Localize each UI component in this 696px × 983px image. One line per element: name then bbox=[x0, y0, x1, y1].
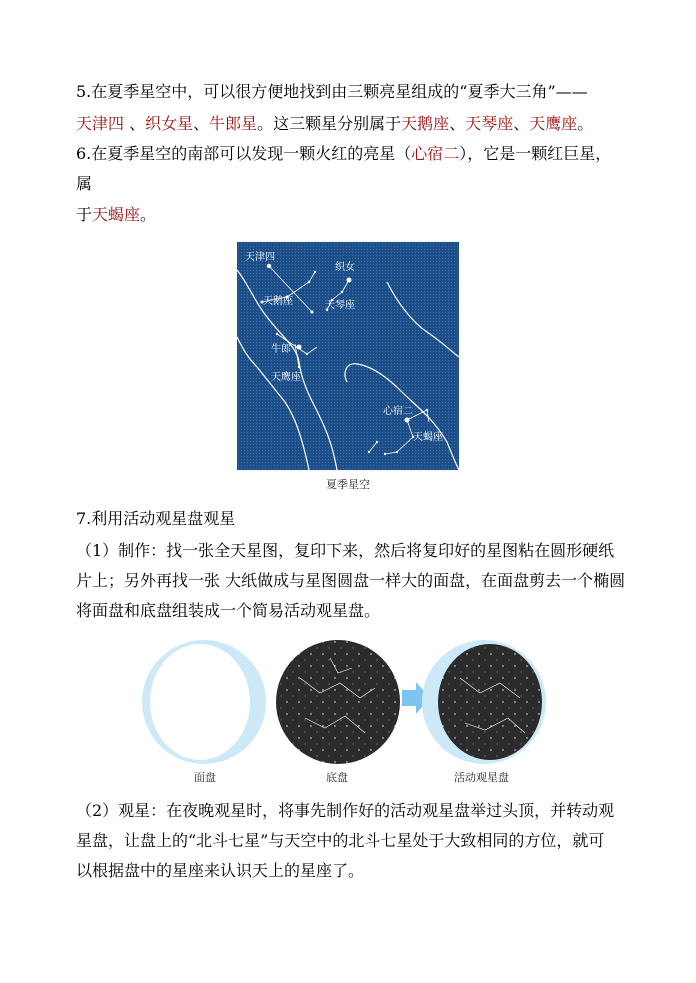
item6-text-b: ），它是一颗红巨星， bbox=[459, 144, 612, 163]
item5-line1-text: 5.在夏季星空中，可以很方便地找到由三颗亮星组成的“夏季大三角”—— bbox=[76, 82, 588, 101]
const-cygnus: 天鹅座 bbox=[401, 114, 450, 133]
label-antares: 心宿二 bbox=[383, 406, 413, 417]
separator: 、 bbox=[193, 114, 210, 133]
label-lyra: 天琴座 bbox=[325, 300, 355, 311]
face-disc-caption: 面盘 bbox=[194, 771, 216, 784]
item6-text-a: 6.在夏季星空的南部可以发现一颗火红的亮星（ bbox=[76, 144, 412, 163]
summer-sky-map bbox=[237, 242, 459, 470]
item7-step1-line3 bbox=[76, 600, 380, 622]
label-deneb: 天津四 bbox=[245, 252, 275, 263]
item6-line3-text-b: 。 bbox=[140, 205, 157, 224]
star-vega: 织女星 bbox=[145, 114, 194, 133]
separator: 、 bbox=[124, 114, 146, 133]
face-disc bbox=[142, 640, 266, 764]
star-altair: 牛郎星 bbox=[209, 114, 258, 133]
step2-text: 星盘，让盘上的“北斗七星”与天空中的北斗七星处于大致相同的方位，就可 bbox=[76, 831, 605, 850]
label-scorpius: 天蝎座 bbox=[413, 432, 443, 443]
label-cygnus: 天鹅座 bbox=[263, 296, 293, 307]
separator: 、 bbox=[513, 114, 530, 133]
assembled-disc-caption: 活动观星盘 bbox=[454, 771, 509, 784]
item6-line3 bbox=[76, 204, 156, 226]
sky-map-caption: 夏季星空 bbox=[326, 478, 370, 491]
step2-text: （2）观星：在夜晚观星时，将事先制作好的活动观星盘举过头顶，并转动观 bbox=[76, 801, 615, 820]
item7-step2-line2 bbox=[76, 830, 604, 852]
item5-mid-text: 。这三颗星分别属于 bbox=[257, 114, 402, 133]
step2-text: 以根据盘中的星座来认识天上的星座了。 bbox=[76, 861, 365, 880]
separator: 、 bbox=[449, 114, 466, 133]
step1-text: 将面盘和底盘组装成一个简易活动观星盘。 bbox=[76, 601, 381, 620]
const-aquila: 天鹰座 bbox=[529, 114, 578, 133]
label-altair: 牛郎 bbox=[271, 344, 291, 355]
base-disc-caption: 底盘 bbox=[326, 771, 348, 784]
discs-illustration bbox=[140, 638, 560, 766]
item5-end: 。 bbox=[577, 114, 594, 133]
label-vega: 织女 bbox=[335, 262, 355, 273]
item6-line2 bbox=[76, 173, 92, 195]
item7-step1-line1 bbox=[76, 540, 614, 562]
item6-line1 bbox=[76, 143, 611, 165]
item7-step1-line2 bbox=[76, 570, 625, 592]
label-aquila: 天鹰座 bbox=[271, 372, 301, 383]
step1-text: 片上；另外再找一张 大纸做成与星图圆盘一样大的面盘，在面盘剪去一个椭圆 bbox=[76, 571, 626, 590]
star-deneb: 天津四 bbox=[76, 114, 125, 133]
item7-title-text: 7.利用活动观星盘观星 bbox=[76, 509, 236, 528]
base-disc bbox=[276, 640, 400, 764]
step1-text: （1）制作：找一张全天星图，复印下来，然后将复印好的星图粘在圆形硬纸 bbox=[76, 541, 615, 560]
assembled-disc bbox=[422, 640, 546, 764]
item5-line1 bbox=[76, 81, 588, 103]
item7-title bbox=[76, 508, 235, 530]
const-lyra: 天琴座 bbox=[465, 114, 514, 133]
item7-step2-line3 bbox=[76, 860, 364, 882]
item6-line3-text-a: 于 bbox=[76, 205, 93, 224]
star-antares: 心宿二 bbox=[411, 144, 460, 163]
const-scorpius: 天蝎座 bbox=[92, 205, 141, 224]
item5-line2 bbox=[76, 113, 593, 135]
item7-step2-line1 bbox=[76, 800, 614, 822]
item6-line2-text: 属 bbox=[76, 174, 93, 193]
